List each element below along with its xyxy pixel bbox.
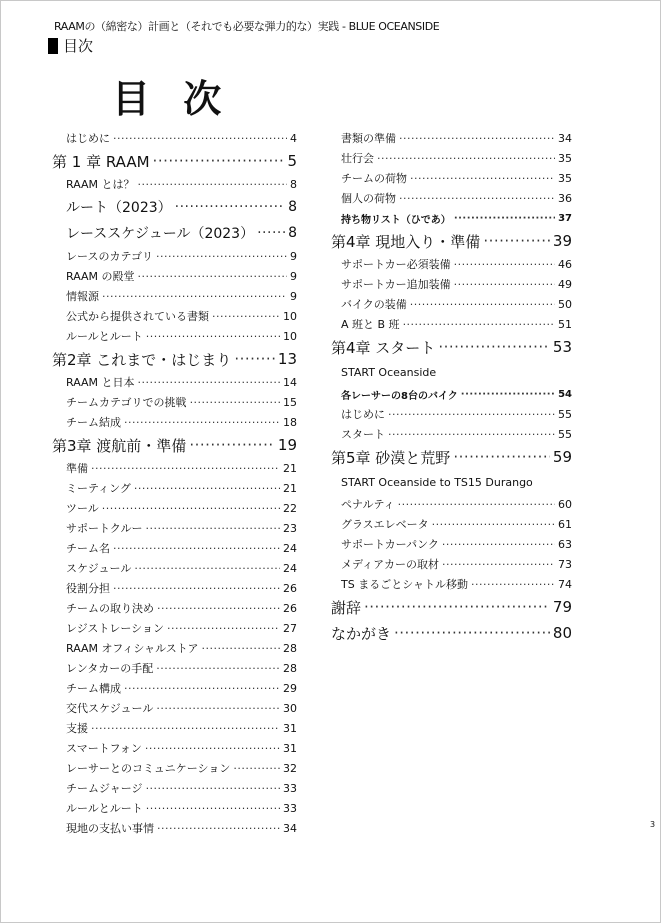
- toc-entry-label: 個人の荷物: [341, 192, 396, 205]
- toc-entry-label: 第3章 渡航前・準備: [52, 436, 187, 455]
- toc-entry-label: RAAM とは？: [66, 178, 135, 191]
- dot-leader: [403, 318, 555, 331]
- toc-entry[interactable]: [52, 538, 297, 558]
- toc-entry[interactable]: [331, 314, 572, 334]
- toc-entry[interactable]: [52, 458, 297, 478]
- toc-page-number: 73: [558, 557, 572, 571]
- dot-leader: [146, 330, 280, 343]
- dot-leader: [398, 498, 555, 511]
- dot-leader: [399, 192, 555, 205]
- toc-page-number: 27: [283, 621, 297, 635]
- page-title: 目 次: [112, 76, 232, 121]
- dot-leader: [454, 278, 555, 291]
- dot-leader: [167, 622, 280, 635]
- toc-entry[interactable]: [52, 372, 297, 392]
- dot-leader: [453, 448, 550, 466]
- toc-entry[interactable]: [331, 274, 572, 294]
- dot-leader: [234, 350, 275, 368]
- toc-entry-label: はじめに: [66, 132, 110, 145]
- toc-entry[interactable]: [52, 658, 297, 678]
- dot-leader: [113, 582, 280, 595]
- toc-entry-label: ルールとルート: [66, 330, 143, 343]
- toc-page-number: 36: [558, 191, 572, 205]
- toc-entry[interactable]: [52, 174, 297, 194]
- toc-entry[interactable]: [331, 360, 572, 384]
- toc-page-number: 9: [290, 289, 297, 303]
- dot-leader: [113, 542, 280, 555]
- dot-leader: [124, 682, 280, 695]
- toc-entry[interactable]: [52, 286, 297, 306]
- toc-entry-label: チーム構成: [66, 682, 121, 695]
- toc-page-number: 26: [283, 581, 297, 595]
- toc-page-number: 37: [558, 212, 572, 224]
- toc-entry-label: チームの取り決め: [66, 602, 154, 615]
- dot-leader: [102, 290, 287, 303]
- toc-page-number: 80: [552, 624, 572, 642]
- toc-entry[interactable]: [52, 758, 297, 778]
- toc-entry-label: START Oceanside: [341, 365, 437, 379]
- toc-page-number: 31: [283, 721, 297, 735]
- toc-page-number: 55: [558, 427, 572, 441]
- toc-entry-label: A 班と B 班: [341, 318, 400, 331]
- toc-entry-label: ルールとルート: [66, 802, 143, 815]
- toc-entry-label: 第4章 スタート: [331, 338, 436, 357]
- toc-entry-label: サポートクルー: [66, 522, 143, 535]
- toc-page-number: 24: [283, 541, 297, 555]
- toc-entry-label: ツール: [66, 502, 99, 515]
- toc-entry-label: チームの荷物: [341, 172, 407, 185]
- dot-leader: [257, 225, 285, 241]
- toc-entry[interactable]: [52, 478, 297, 498]
- toc-entry[interactable]: [331, 208, 572, 228]
- toc-page-number: 9: [290, 269, 297, 283]
- toc-chapter-entry[interactable]: [331, 334, 572, 360]
- toc-entry-label: 謝辞: [331, 598, 362, 617]
- toc-chapter-entry[interactable]: [52, 432, 297, 458]
- toc-page-number: 18: [283, 415, 297, 429]
- toc-entry-label: 第4章 現地入り・準備: [331, 232, 481, 251]
- toc-chapter-entry[interactable]: [52, 346, 297, 372]
- toc-page-number: 26: [283, 601, 297, 615]
- toc-entry-label: 書類の準備: [341, 132, 396, 145]
- toc-entry[interactable]: [52, 194, 297, 220]
- toc-entry-label: レーススケジュール（2023）: [66, 226, 255, 242]
- toc-page-number: 35: [558, 151, 572, 165]
- toc-entry-label: TS まるごとシャトル移動: [341, 578, 468, 591]
- toc-entry[interactable]: [331, 128, 572, 148]
- toc-entry[interactable]: [52, 778, 297, 798]
- toc-entry-label: サポートカーパンク: [341, 538, 439, 551]
- toc-entry-label: 公式から提供されている書類: [66, 310, 209, 323]
- toc-page-number: 23: [283, 521, 297, 535]
- toc-page-number: 13: [277, 350, 297, 368]
- toc-page-number: 33: [283, 781, 297, 795]
- toc-entry-label: 現地の支払い事情: [66, 822, 154, 835]
- dot-leader: [145, 522, 280, 535]
- dot-leader: [189, 436, 275, 454]
- toc-right-column: [331, 128, 572, 646]
- toc-entry-label: 各レーサーの8台のバイク: [341, 390, 458, 402]
- toc-page-number: 8: [288, 225, 297, 241]
- toc-left-column: [52, 128, 297, 838]
- toc-entry[interactable]: [52, 738, 297, 758]
- toc-page-number: 29: [283, 681, 297, 695]
- dot-leader: [461, 389, 555, 400]
- toc-entry[interactable]: [52, 412, 297, 432]
- toc-entry-label: 第 1 章 RAAM: [52, 152, 150, 171]
- dot-leader: [157, 602, 280, 615]
- dot-leader: [471, 578, 555, 591]
- section-heading: [48, 35, 93, 56]
- dot-leader: [146, 782, 280, 795]
- toc-entry-label: 第5章 砂漠と荒野: [331, 448, 451, 467]
- toc-entry-label: レンタカーの手配: [66, 662, 154, 675]
- dot-leader: [134, 562, 280, 575]
- toc-entry[interactable]: [52, 326, 297, 346]
- toc-entry-label: 壮行会: [341, 152, 374, 165]
- toc-entry[interactable]: [52, 698, 297, 718]
- toc-page-number: 32: [283, 761, 297, 775]
- toc-entry-label: スケジュール: [66, 562, 132, 575]
- toc-page-number: 50: [558, 297, 572, 311]
- toc-entry[interactable]: [331, 188, 572, 208]
- toc-page-number: 53: [552, 338, 572, 356]
- toc-entry[interactable]: [331, 554, 572, 574]
- dot-leader: [454, 258, 555, 271]
- toc-entry[interactable]: [52, 128, 297, 148]
- section-label: 目次: [63, 37, 94, 55]
- toc-entry-label: レーサーとのコミュニケーション: [66, 762, 231, 775]
- toc-entry-label: チームカテゴリでの挑戦: [66, 396, 187, 409]
- dot-leader: [410, 298, 555, 311]
- toc-page-number: 51: [558, 317, 572, 331]
- toc-entry-label: チーム名: [66, 542, 110, 555]
- toc-entry[interactable]: [331, 534, 572, 554]
- dot-leader: [138, 270, 287, 283]
- toc-page-number: 24: [283, 561, 297, 575]
- toc-page-number: 31: [283, 741, 297, 755]
- toc-page-number: 21: [283, 461, 297, 475]
- toc-entry[interactable]: [52, 558, 297, 578]
- toc-entry-label: レジストレーション: [66, 622, 164, 635]
- toc-entry[interactable]: [52, 718, 297, 738]
- toc-entry[interactable]: [52, 498, 297, 518]
- toc-entry-label: ペナルティ: [341, 498, 395, 511]
- toc-entry-label: 第2章 これまで・はじまり: [52, 350, 232, 369]
- toc-page-number: 61: [558, 517, 572, 531]
- dot-leader: [157, 822, 280, 835]
- dot-leader: [138, 376, 280, 389]
- toc-page-number: 63: [558, 537, 572, 551]
- dot-leader: [113, 132, 287, 145]
- toc-entry[interactable]: [331, 294, 572, 314]
- dot-leader: [442, 538, 555, 551]
- toc-entry-label: チーム結成: [66, 416, 121, 429]
- toc-entry-label: スタート: [341, 428, 385, 441]
- toc-page-number: 55: [558, 407, 572, 421]
- toc-entry[interactable]: [52, 578, 297, 598]
- toc-entry-label: RAAM と日本: [66, 376, 135, 389]
- toc-entry[interactable]: [52, 638, 297, 658]
- toc-entry[interactable]: [52, 818, 297, 838]
- dot-leader: [156, 250, 287, 263]
- toc-entry-label: 情報源: [66, 290, 99, 303]
- dot-leader: [156, 702, 280, 715]
- running-header: RAAMの（綿密な）計画と（それでも必要な弾力的な）実践 - BLUE OCEANSIDE: [54, 20, 440, 33]
- dot-leader: [190, 396, 280, 409]
- toc-entry-label: 準備: [66, 462, 88, 475]
- toc-page-number: 28: [283, 641, 297, 655]
- toc-page-number: 30: [283, 701, 297, 715]
- toc-entry-label: ミーティング: [66, 482, 131, 495]
- toc-page-number: 54: [558, 388, 572, 400]
- toc-entry[interactable]: [331, 470, 572, 494]
- toc-entry-label: ルート（2023）: [66, 200, 172, 216]
- toc-entry-label: RAAM の殿堂: [66, 270, 135, 283]
- toc-entry-label: スマートフォン: [66, 742, 142, 755]
- toc-page-number: 79: [552, 598, 572, 616]
- dot-leader: [201, 642, 280, 655]
- toc-page-number: 8: [290, 177, 297, 191]
- dot-leader: [483, 232, 550, 250]
- toc-page-number: 28: [283, 661, 297, 675]
- toc-page-number: 4: [290, 131, 297, 145]
- dot-leader: [91, 722, 280, 735]
- dot-leader: [153, 152, 285, 170]
- toc-entry-label: メディアカーの取材: [341, 558, 440, 571]
- toc-page-number: 33: [283, 801, 297, 815]
- toc-entry[interactable]: [52, 306, 297, 326]
- toc-page-number: 49: [558, 277, 572, 291]
- toc-chapter-entry[interactable]: [52, 148, 297, 174]
- dot-leader: [388, 408, 555, 421]
- toc-entry[interactable]: [331, 424, 572, 444]
- toc-entry[interactable]: [331, 494, 572, 514]
- toc-chapter-entry[interactable]: [331, 228, 572, 254]
- dot-leader: [91, 462, 280, 475]
- section-marker: [48, 38, 58, 54]
- toc-page-number: 39: [552, 232, 572, 250]
- dot-leader: [124, 416, 280, 429]
- dot-leader: [432, 518, 555, 531]
- toc-chapter-entry[interactable]: [331, 594, 572, 620]
- dot-leader: [134, 482, 280, 495]
- toc-entry-label: 役割分担: [66, 582, 110, 595]
- dot-leader: [138, 178, 287, 191]
- dot-leader: [233, 762, 280, 775]
- dot-leader: [102, 502, 280, 515]
- toc-entry-label: 交代スケジュール: [66, 702, 154, 715]
- toc-entry[interactable]: [52, 518, 297, 538]
- toc-entry[interactable]: [331, 168, 572, 188]
- toc-page-number: 46: [558, 257, 572, 271]
- toc-entry-label: 支援: [66, 722, 88, 735]
- toc-entry-label: グラスエレベータ: [341, 518, 429, 531]
- toc-page-number: 15: [283, 395, 297, 409]
- toc-entry[interactable]: [331, 404, 572, 424]
- dot-leader: [388, 428, 555, 441]
- dot-leader: [399, 132, 555, 145]
- toc-page-number: 5: [287, 152, 297, 170]
- toc-entry[interactable]: [52, 220, 297, 246]
- toc-entry-label: なかがき: [331, 624, 392, 643]
- toc-entry[interactable]: [52, 618, 297, 638]
- toc-entry[interactable]: [331, 254, 572, 274]
- dot-leader: [146, 802, 280, 815]
- dot-leader: [364, 598, 550, 616]
- toc-entry[interactable]: [52, 798, 297, 818]
- toc-entry[interactable]: [52, 266, 297, 286]
- dot-leader: [454, 213, 555, 224]
- dot-leader: [377, 152, 555, 165]
- toc-page-number: 21: [283, 481, 297, 495]
- page-number: 3: [650, 820, 656, 829]
- toc-entry-label: START Oceanside to TS15 Durango: [341, 475, 533, 489]
- toc-entry-label: サポートカー追加装備: [341, 278, 451, 291]
- toc-page-number: 19: [277, 436, 297, 454]
- toc-entry-label: バイクの装備: [341, 298, 407, 311]
- dot-leader: [145, 742, 280, 755]
- toc-page-number: 14: [283, 375, 297, 389]
- toc-entry-label: RAAM オフィシャルストア: [66, 642, 199, 655]
- toc-page-number: 10: [283, 309, 297, 323]
- toc-entry-label: レースのカテゴリ: [66, 250, 154, 263]
- toc-page-number: 34: [558, 131, 572, 145]
- toc-entry[interactable]: [52, 246, 297, 266]
- toc-page-number: 22: [283, 501, 297, 515]
- toc-entry-label: チームジャージ: [66, 782, 143, 795]
- toc-entry-label: はじめに: [341, 408, 385, 421]
- toc-page-number: 35: [558, 171, 572, 185]
- toc-chapter-entry[interactable]: [331, 620, 572, 646]
- toc-page-number: 34: [283, 821, 297, 835]
- toc-entry[interactable]: [331, 574, 572, 594]
- toc-entry-label: 持ち物リスト（ひであ）: [341, 214, 451, 226]
- toc-entry[interactable]: [52, 598, 297, 618]
- toc-entry[interactable]: [52, 392, 297, 412]
- toc-entry-label: サポートカー必須装備: [341, 258, 451, 271]
- dot-leader: [212, 310, 280, 323]
- toc-chapter-entry[interactable]: [331, 444, 572, 470]
- dot-leader: [394, 624, 550, 642]
- dot-leader: [175, 199, 285, 215]
- dot-leader: [156, 662, 280, 675]
- dot-leader: [410, 172, 555, 185]
- toc-entry[interactable]: [331, 514, 572, 534]
- toc-page-number: 10: [283, 329, 297, 343]
- toc-entry[interactable]: [52, 678, 297, 698]
- dot-leader: [438, 338, 550, 356]
- toc-page-number: 74: [558, 577, 572, 591]
- toc-page-number: 59: [552, 448, 572, 466]
- toc-entry[interactable]: [331, 384, 572, 404]
- toc-entry[interactable]: [331, 148, 572, 168]
- toc-page-number: 8: [288, 199, 297, 215]
- toc-page-number: 9: [290, 249, 297, 263]
- toc-page-number: 60: [558, 497, 572, 511]
- dot-leader: [442, 558, 555, 571]
